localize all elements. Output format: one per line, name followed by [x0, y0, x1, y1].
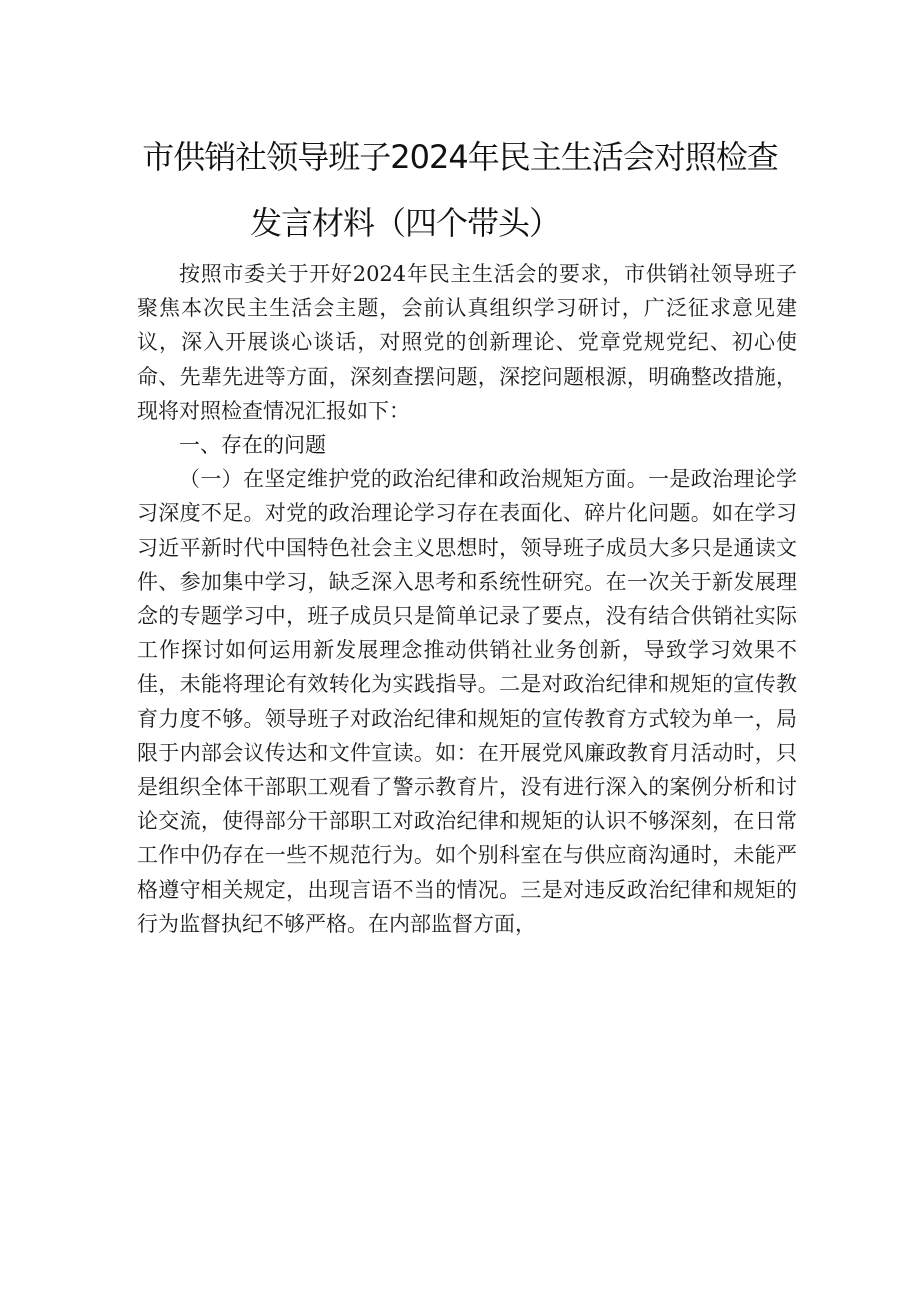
- document-body: [137, 257, 797, 941]
- intro-paragraph: 按照市委关于开好2024年民主生活会的要求，市供销社领导班子聚焦本次民主生活会主题，会前认真组织学习研讨，广泛征求意见建议，深入开展谈心谈话，对照党的创新理论、党章党规党纪、初心使命、先辈先进等方面，深刻查摆问题，深挖问题根源，明确整改措施，现将对照检查情况汇报如下：: [137, 262, 797, 423]
- section-paragraph: （一）在坚定维护党的政治纪律和政治规矩方面。一是政治理论学习深度不足。对党的政治理论学习存在表面化、碎片化问题。如在学习习近平新时代中国特色社会主义思想时，领导班子成员大多只是通读文件、参加集中学习，缺乏深入思考和系统性研究。在一次关于新发展理念的专题学习中，班子成员只是简单记录了要点，没有结合供销社实际工作探讨如何运用新发展理念推动供销社业务创新，导致学习效果不佳，未能将理论有效转化为实践指导。二是对政治纪律和规矩的宣传教育力度不够。领导班子对政治纪律和规矩的宣传教育方式较为单一，局限于内部会议传达和文件宣读。如：在开展党风廉政教育月活动时，只是组织全体干部职工观看了警示教育片，没有进行深入的案例分析和讨论交流，使得部分干部职工对政治纪律和规矩的认识不够深刻，在日常工作中仍存在一些不规范行为。如个别科室在与供应商沟通时，未能严格遵守相关规定，出现言语不当的情况。三是对违反政治纪律和规矩的行为监督执纪不够严格。在内部监督方面，: [137, 467, 797, 936]
- section-heading: 一、存在的问题: [179, 433, 326, 458]
- document-title-line2: 发言材料（四个带头）: [250, 204, 561, 242]
- document-title-line1: 市供销社领导班子2024年民主生活会对照检查: [142, 138, 778, 176]
